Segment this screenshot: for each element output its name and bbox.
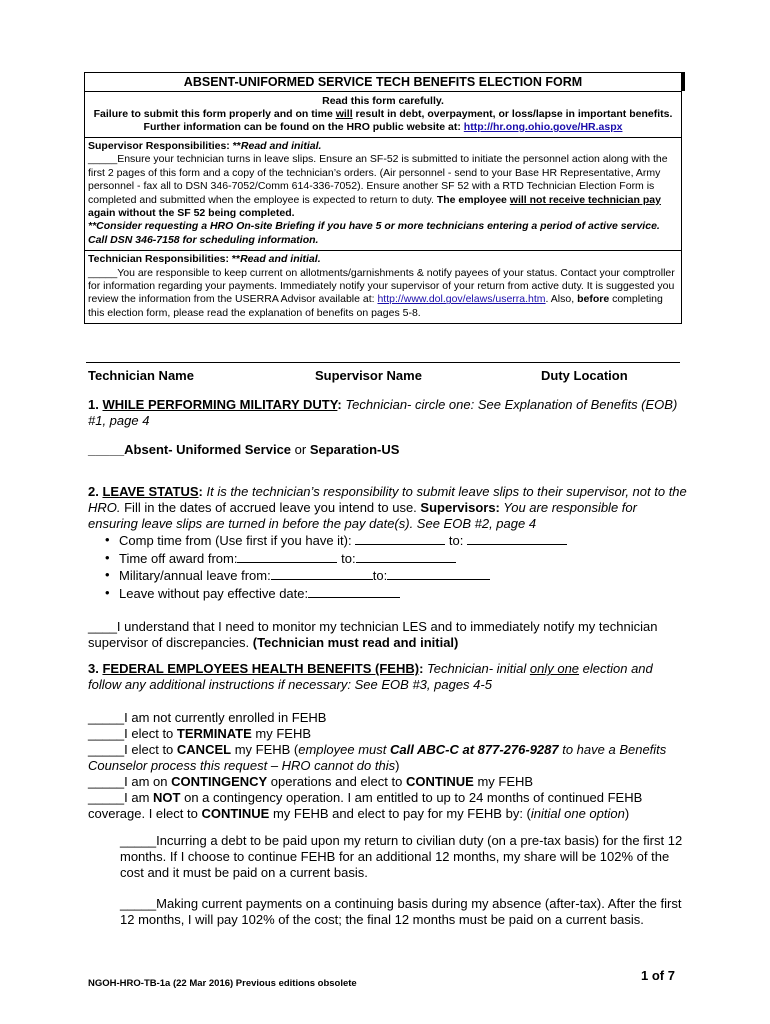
supervisor-name-label: Supervisor Name	[315, 368, 422, 383]
fehb-options	[88, 710, 688, 822]
section-3-heading: 3. FEDERAL EMPLOYEES HEALTH BENEFITS (FEHB): Technician- initial only one election and follow any additional instructions if necessary: See EOB #3, pages 4-5	[88, 661, 653, 692]
fehb-option-terminate[interactable]: _____I elect to TERMINATE my FEHB	[88, 726, 312, 741]
annual-leave-to-field[interactable]	[387, 567, 490, 580]
time-off-from-field[interactable]	[237, 550, 337, 563]
military-duty-choice[interactable]: _____Absent- Uniformed Service or Separation-US	[88, 442, 400, 457]
intro-line1: Read this form carefully.	[322, 95, 444, 107]
lwop-date-field[interactable]	[308, 585, 400, 598]
intro-line2: Failure to submit this form properly and on time will result in debt, overpayment, or loss/lapse in important benefits. Further information can be found on the HRO public website at: http://hr.ong.ohio.gove/HR.aspx	[93, 108, 673, 133]
fehb-option-contingency[interactable]: _____I am on CONTINGENCY operations and elect to CONTINUE my FEHB	[88, 774, 534, 789]
fehb-payment-debt-option[interactable]: _____Incurring a debt to be paid upon my return to civilian duty (on a pre-tax basis) for the first 12 months. If I choose to continue FEHB for an additional 12 months, my share will be 102% of the cost and it must be paid on a current basis.	[120, 833, 683, 880]
annual-leave-from-field[interactable]	[271, 567, 373, 580]
fehb-option-cancel[interactable]: _____I elect to CANCEL my FEHB (employee must Call ABC-C at 877-276-9287 to have a Benefits Counselor process this request – HRO cannot do this)	[88, 742, 667, 773]
list-item: • Time off award from: to:	[88, 550, 688, 568]
briefing-note: **Consider requesting a HRO On-site Briefing if you have 5 or more technicians entering a period of active service. Call DSN 346-7158 for scheduling information.	[88, 220, 660, 246]
fehb-payment-current-option[interactable]: _____Making current payments on a continuing basis during my absence (after-tax). After the first 12 months, I will pay 102% of the cost; the final 12 months must be paid on a current basis.	[120, 896, 682, 927]
list-item: • Leave without pay effective date:	[88, 585, 688, 603]
signature-line[interactable]	[86, 362, 680, 363]
fehb-option-not-enrolled[interactable]: _____I am not currently enrolled in FEHB	[88, 710, 327, 725]
form-footer: NGOH-HRO-TB-1a (22 Mar 2016) Previous editions obsolete	[88, 978, 357, 989]
intro-notice	[85, 92, 681, 138]
comp-time-from-field[interactable]	[355, 532, 445, 545]
page-number: 1 of 7	[641, 968, 675, 983]
supervisor-text: _____Ensure your technician turns in leave slips. Ensure an SF-52 is submitted to initiate the personnel action along with the first 2 pages of this form and a copy of the technician’s orders. (Air personnel - send to your Base HR Representative, Army personnel - fax all to DSN 346-7052/Comm 614-336-7052). Ensure another SF 52 with a RTD Technician Election Form is completed and submitted when the employee is expected to return to duty. The employee will not receive technician pay again without the SF 52 being completed.	[88, 153, 668, 220]
leave-list	[88, 532, 688, 602]
fehb-option-continue[interactable]: _____I am NOT on a contingency operation. I am entitled to up to 24 months of continued FEHB coverage. I elect to CONTINUE my FEHB and elect to pay for my FEHB by: (initial one option)	[88, 790, 643, 821]
form-title: ABSENT-UNIFORMED SERVICE TECH BENEFITS ELECTION FORM	[85, 73, 681, 92]
title-bar-edge	[682, 72, 685, 91]
section-leave-status	[88, 484, 688, 651]
section-1-heading: 1. WHILE PERFORMING MILITARY DUTY: Technician- circle one: See Explanation of Benefits (EOB) #1, page 4	[88, 397, 678, 428]
comp-time-to-field[interactable]	[467, 532, 567, 545]
section-military-duty	[88, 397, 688, 458]
supervisor-header: Supervisor Responsibilities: **Read and initial.	[88, 140, 322, 152]
section-fehb	[88, 661, 688, 822]
supervisor-responsibilities	[85, 138, 681, 251]
responsibilities-box	[84, 72, 682, 324]
section-2-heading: 2. LEAVE STATUS: It is the technician’s responsibility to submit leave slips to their supervisor, not to the HRO. Fill in the dates of accrued leave you intend to use. Supervisors: You are responsible for ensuring leave slips are turned in before the pay date(s). See EOB #2, page 4	[88, 484, 687, 531]
technician-name-label: Technician Name	[88, 368, 194, 383]
technician-responsibilities	[85, 251, 681, 323]
list-item: • Comp time from (Use first if you have it): to:	[88, 532, 688, 550]
technician-text: _____You are responsible to keep current on allotments/garnishments & notify payees of your status. Contact your comptroller for information regarding your payments. Immediately notify your supervisor of your return from active duty. It is suggested you review the information from the USERRA Advisor available at: http://www.dol.gov/elaws/userra.htm. Also, before completing this election form, please read the explanation of benefits on pages 5-8.	[88, 266, 675, 319]
userra-link[interactable]: http://www.dol.gov/elaws/userra.htm	[377, 293, 546, 306]
duty-location-label: Duty Location	[541, 368, 628, 383]
technician-header: Technician Responsibilities: **Read and initial.	[88, 253, 321, 266]
les-acknowledgement[interactable]: ____I understand that I need to monitor my technician LES and to immediately notify my technician supervisor of discrepancies. (Technician must read and initial)	[88, 619, 658, 650]
hro-website-link[interactable]: http://hr.ong.ohio.gove/HR.aspx	[463, 121, 623, 133]
list-item: • Military/annual leave from: to:	[88, 567, 688, 585]
time-off-to-field[interactable]	[356, 550, 456, 563]
